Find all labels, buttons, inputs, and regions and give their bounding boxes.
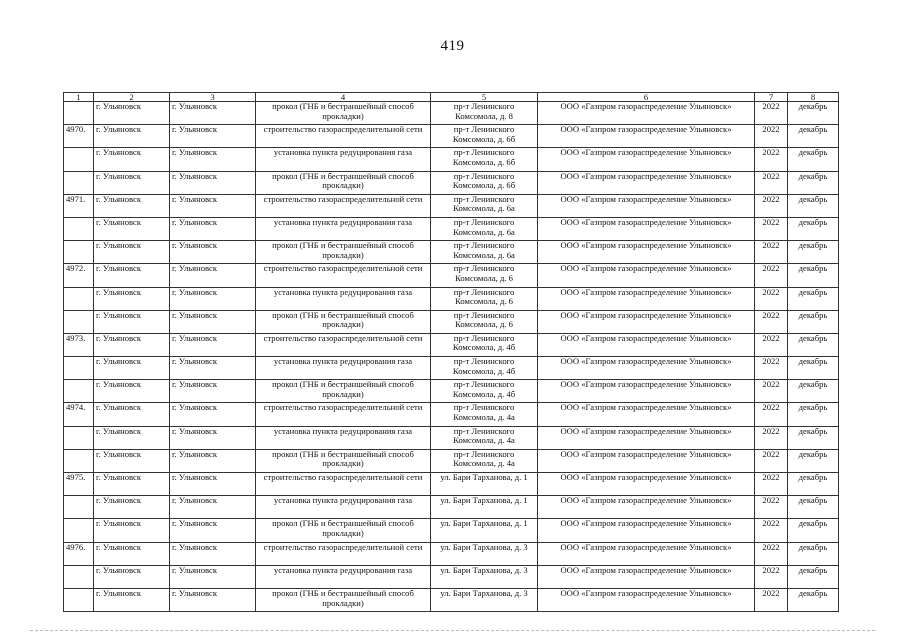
- address-cell: пр-т Ленинского Комсомола, д. 6а: [431, 194, 538, 217]
- address-cell: ул. Бари Тарханова, д. 3: [431, 542, 538, 565]
- table-row: [64, 357, 839, 380]
- table-row: [64, 287, 839, 310]
- table-row: [64, 588, 839, 611]
- organization-cell: ООО «Газпром газораспределение Ульяновск»: [538, 449, 755, 472]
- table-row: [64, 264, 839, 287]
- row-number: [64, 171, 94, 194]
- settlement-cell: г. Ульяновск: [170, 171, 256, 194]
- month-cell: декабрь: [788, 473, 839, 496]
- row-number: [64, 287, 94, 310]
- month-cell: декабрь: [788, 519, 839, 542]
- table-row: [64, 310, 839, 333]
- month-cell: декабрь: [788, 496, 839, 519]
- row-number: [64, 588, 94, 611]
- organization-cell: ООО «Газпром газораспределение Ульяновск»: [538, 264, 755, 287]
- settlement-cell: г. Ульяновск: [170, 449, 256, 472]
- address-cell: пр-т Ленинского Комсомола, д. 4а: [431, 403, 538, 426]
- row-number: [64, 148, 94, 171]
- address-cell: ул. Бари Тарханова, д. 1: [431, 473, 538, 496]
- work-type-cell: установка пункта редуцирования газа: [256, 565, 431, 588]
- organization-cell: ООО «Газпром газораспределение Ульяновск»: [538, 519, 755, 542]
- month-cell: декабрь: [788, 241, 839, 264]
- work-type-cell: прокол (ГНБ и бестраншейный способ прокладки): [256, 380, 431, 403]
- settlement-cell: г. Ульяновск: [170, 357, 256, 380]
- work-type-cell: установка пункта редуцирования газа: [256, 426, 431, 449]
- address-cell: ул. Бари Тарханова, д. 3: [431, 565, 538, 588]
- settlement-cell: г. Ульяновск: [170, 217, 256, 240]
- year-cell: 2022: [755, 449, 788, 472]
- month-cell: декабрь: [788, 426, 839, 449]
- work-type-cell: установка пункта редуцирования газа: [256, 148, 431, 171]
- table-row: [64, 426, 839, 449]
- row-number: [64, 519, 94, 542]
- address-cell: пр-т Ленинского Комсомола, д. 6б: [431, 148, 538, 171]
- month-cell: декабрь: [788, 403, 839, 426]
- month-cell: декабрь: [788, 287, 839, 310]
- organization-cell: ООО «Газпром газораспределение Ульяновск»: [538, 380, 755, 403]
- settlement-cell: г. Ульяновск: [170, 473, 256, 496]
- table-row: [64, 542, 839, 565]
- row-number: 4970.: [64, 125, 94, 148]
- organization-cell: ООО «Газпром газораспределение Ульяновск»: [538, 473, 755, 496]
- year-cell: 2022: [755, 241, 788, 264]
- address-cell: пр-т Ленинского Комсомола, д. 6б: [431, 125, 538, 148]
- year-cell: 2022: [755, 102, 788, 125]
- month-cell: декабрь: [788, 125, 839, 148]
- municipality-cell: г. Ульяновск: [94, 357, 170, 380]
- settlement-cell: г. Ульяновск: [170, 148, 256, 171]
- row-number: 4972.: [64, 264, 94, 287]
- work-type-cell: строительство газораспределительной сети: [256, 194, 431, 217]
- table-row: [64, 102, 839, 125]
- municipality-cell: г. Ульяновск: [94, 380, 170, 403]
- settlement-cell: г. Ульяновск: [170, 310, 256, 333]
- municipality-cell: г. Ульяновск: [94, 217, 170, 240]
- work-type-cell: прокол (ГНБ и бестраншейный способ прокладки): [256, 310, 431, 333]
- municipality-cell: г. Ульяновск: [94, 565, 170, 588]
- address-cell: пр-т Ленинского Комсомола, д. 6а: [431, 217, 538, 240]
- work-type-cell: установка пункта редуцирования газа: [256, 357, 431, 380]
- year-cell: 2022: [755, 542, 788, 565]
- month-cell: декабрь: [788, 588, 839, 611]
- table-row: [64, 148, 839, 171]
- month-cell: декабрь: [788, 357, 839, 380]
- work-type-cell: установка пункта редуцирования газа: [256, 287, 431, 310]
- table-row: [64, 241, 839, 264]
- table-row: [64, 125, 839, 148]
- organization-cell: ООО «Газпром газораспределение Ульяновск»: [538, 125, 755, 148]
- work-type-cell: строительство газораспределительной сети: [256, 125, 431, 148]
- address-cell: пр-т Ленинского Комсомола, д. 4б: [431, 357, 538, 380]
- work-type-cell: строительство газораспределительной сети: [256, 542, 431, 565]
- address-cell: пр-т Ленинского Комсомола, д. 6: [431, 264, 538, 287]
- row-number: [64, 241, 94, 264]
- column-header: 6: [538, 93, 755, 102]
- row-number: [64, 565, 94, 588]
- organization-cell: ООО «Газпром газораспределение Ульяновск»: [538, 588, 755, 611]
- organization-cell: ООО «Газпром газораспределение Ульяновск»: [538, 496, 755, 519]
- municipality-cell: г. Ульяновск: [94, 542, 170, 565]
- address-cell: пр-т Ленинского Комсомола, д. 6а: [431, 241, 538, 264]
- year-cell: 2022: [755, 148, 788, 171]
- address-cell: пр-т Ленинского Комсомола, д. 6: [431, 287, 538, 310]
- row-number: [64, 217, 94, 240]
- column-header: 5: [431, 93, 538, 102]
- work-type-cell: строительство газораспределительной сети: [256, 473, 431, 496]
- row-number: [64, 496, 94, 519]
- municipality-cell: г. Ульяновск: [94, 496, 170, 519]
- work-type-cell: прокол (ГНБ и бестраншейный способ прокладки): [256, 588, 431, 611]
- settlement-cell: г. Ульяновск: [170, 403, 256, 426]
- municipality-cell: г. Ульяновск: [94, 264, 170, 287]
- year-cell: 2022: [755, 519, 788, 542]
- work-type-cell: строительство газораспределительной сети: [256, 264, 431, 287]
- row-number: 4973.: [64, 333, 94, 356]
- column-header: 8: [788, 93, 839, 102]
- row-number: [64, 310, 94, 333]
- page-number: 419: [440, 38, 465, 54]
- row-number: 4974.: [64, 403, 94, 426]
- month-cell: декабрь: [788, 194, 839, 217]
- address-cell: ул. Бари Тарханова, д. 1: [431, 519, 538, 542]
- month-cell: декабрь: [788, 380, 839, 403]
- year-cell: 2022: [755, 357, 788, 380]
- table-row: [64, 333, 839, 356]
- municipality-cell: г. Ульяновск: [94, 310, 170, 333]
- month-cell: декабрь: [788, 148, 839, 171]
- municipality-cell: г. Ульяновск: [94, 102, 170, 125]
- year-cell: 2022: [755, 403, 788, 426]
- table-row: [64, 171, 839, 194]
- work-type-cell: строительство газораспределительной сети: [256, 333, 431, 356]
- row-number: [64, 357, 94, 380]
- address-cell: ул. Бари Тарханова, д. 1: [431, 496, 538, 519]
- municipality-cell: г. Ульяновск: [94, 519, 170, 542]
- address-cell: пр-т Ленинского Комсомола, д. 4б: [431, 380, 538, 403]
- month-cell: декабрь: [788, 542, 839, 565]
- municipality-cell: г. Ульяновск: [94, 171, 170, 194]
- year-cell: 2022: [755, 473, 788, 496]
- organization-cell: ООО «Газпром газораспределение Ульяновск»: [538, 542, 755, 565]
- works-table: [63, 92, 839, 612]
- table-row: [64, 380, 839, 403]
- row-number: [64, 449, 94, 472]
- table-row: [64, 217, 839, 240]
- column-header: 7: [755, 93, 788, 102]
- year-cell: 2022: [755, 588, 788, 611]
- month-cell: декабрь: [788, 310, 839, 333]
- organization-cell: ООО «Газпром газораспределение Ульяновск»: [538, 426, 755, 449]
- address-cell: пр-т Ленинского Комсомола, д. 4б: [431, 333, 538, 356]
- year-cell: 2022: [755, 217, 788, 240]
- month-cell: декабрь: [788, 264, 839, 287]
- municipality-cell: г. Ульяновск: [94, 287, 170, 310]
- table-row: [64, 403, 839, 426]
- work-type-cell: строительство газораспределительной сети: [256, 403, 431, 426]
- organization-cell: ООО «Газпром газораспределение Ульяновск»: [538, 565, 755, 588]
- year-cell: 2022: [755, 194, 788, 217]
- month-cell: декабрь: [788, 217, 839, 240]
- organization-cell: ООО «Газпром газораспределение Ульяновск»: [538, 333, 755, 356]
- settlement-cell: г. Ульяновск: [170, 264, 256, 287]
- table-row: [64, 194, 839, 217]
- year-cell: 2022: [755, 310, 788, 333]
- row-number: [64, 102, 94, 125]
- column-header: 1: [64, 93, 94, 102]
- column-header: 3: [170, 93, 256, 102]
- month-cell: декабрь: [788, 565, 839, 588]
- settlement-cell: г. Ульяновск: [170, 588, 256, 611]
- settlement-cell: г. Ульяновск: [170, 241, 256, 264]
- month-cell: декабрь: [788, 333, 839, 356]
- municipality-cell: г. Ульяновск: [94, 333, 170, 356]
- work-type-cell: прокол (ГНБ и бестраншейный способ прокладки): [256, 449, 431, 472]
- organization-cell: ООО «Газпром газораспределение Ульяновск»: [538, 241, 755, 264]
- address-cell: пр-т Ленинского Комсомола, д. 4а: [431, 426, 538, 449]
- table-row: [64, 496, 839, 519]
- organization-cell: ООО «Газпром газораспределение Ульяновск»: [538, 148, 755, 171]
- work-type-cell: установка пункта редуцирования газа: [256, 217, 431, 240]
- settlement-cell: г. Ульяновск: [170, 565, 256, 588]
- row-number: [64, 380, 94, 403]
- address-cell: ул. Бари Тарханова, д. 3: [431, 588, 538, 611]
- row-number: 4971.: [64, 194, 94, 217]
- year-cell: 2022: [755, 380, 788, 403]
- municipality-cell: г. Ульяновск: [94, 241, 170, 264]
- row-number: 4976.: [64, 542, 94, 565]
- municipality-cell: г. Ульяновск: [94, 449, 170, 472]
- address-cell: пр-т Ленинского Комсомола, д. 6б: [431, 171, 538, 194]
- organization-cell: ООО «Газпром газораспределение Ульяновск»: [538, 357, 755, 380]
- year-cell: 2022: [755, 287, 788, 310]
- municipality-cell: г. Ульяновск: [94, 194, 170, 217]
- settlement-cell: г. Ульяновск: [170, 287, 256, 310]
- year-cell: 2022: [755, 496, 788, 519]
- work-type-cell: прокол (ГНБ и бестраншейный способ прокладки): [256, 171, 431, 194]
- municipality-cell: г. Ульяновск: [94, 148, 170, 171]
- settlement-cell: г. Ульяновск: [170, 380, 256, 403]
- table-row: [64, 565, 839, 588]
- organization-cell: ООО «Газпром газораспределение Ульяновск»: [538, 102, 755, 125]
- year-cell: 2022: [755, 125, 788, 148]
- settlement-cell: г. Ульяновск: [170, 542, 256, 565]
- row-number: [64, 426, 94, 449]
- table-row: [64, 449, 839, 472]
- organization-cell: ООО «Газпром газораспределение Ульяновск»: [538, 287, 755, 310]
- address-cell: пр-т Ленинского Комсомола, д. 6: [431, 310, 538, 333]
- municipality-cell: г. Ульяновск: [94, 125, 170, 148]
- column-number-row: [64, 93, 839, 102]
- address-cell: пр-т Ленинского Комсомола, д. 4а: [431, 449, 538, 472]
- settlement-cell: г. Ульяновск: [170, 125, 256, 148]
- organization-cell: ООО «Газпром газораспределение Ульяновск»: [538, 310, 755, 333]
- month-cell: декабрь: [788, 102, 839, 125]
- table-row: [64, 519, 839, 542]
- municipality-cell: г. Ульяновск: [94, 588, 170, 611]
- column-header: 4: [256, 93, 431, 102]
- organization-cell: ООО «Газпром газораспределение Ульяновск»: [538, 403, 755, 426]
- work-type-cell: прокол (ГНБ и бестраншейный способ прокладки): [256, 519, 431, 542]
- municipality-cell: г. Ульяновск: [94, 426, 170, 449]
- year-cell: 2022: [755, 426, 788, 449]
- settlement-cell: г. Ульяновск: [170, 426, 256, 449]
- row-number: 4975.: [64, 473, 94, 496]
- column-header: 2: [94, 93, 170, 102]
- year-cell: 2022: [755, 171, 788, 194]
- organization-cell: ООО «Газпром газораспределение Ульяновск»: [538, 171, 755, 194]
- municipality-cell: г. Ульяновск: [94, 473, 170, 496]
- settlement-cell: г. Ульяновск: [170, 333, 256, 356]
- year-cell: 2022: [755, 333, 788, 356]
- settlement-cell: г. Ульяновск: [170, 102, 256, 125]
- year-cell: 2022: [755, 264, 788, 287]
- organization-cell: ООО «Газпром газораспределение Ульяновск»: [538, 217, 755, 240]
- work-type-cell: прокол (ГНБ и бестраншейный способ прокладки): [256, 102, 431, 125]
- work-type-cell: установка пункта редуцирования газа: [256, 496, 431, 519]
- settlement-cell: г. Ульяновск: [170, 496, 256, 519]
- organization-cell: ООО «Газпром газораспределение Ульяновск»: [538, 194, 755, 217]
- month-cell: декабрь: [788, 171, 839, 194]
- year-cell: 2022: [755, 565, 788, 588]
- table-row: [64, 473, 839, 496]
- scan-edge-line: [30, 630, 875, 631]
- address-cell: пр-т Ленинского Комсомола, д. 8: [431, 102, 538, 125]
- settlement-cell: г. Ульяновск: [170, 519, 256, 542]
- work-type-cell: прокол (ГНБ и бестраншейный способ прокладки): [256, 241, 431, 264]
- settlement-cell: г. Ульяновск: [170, 194, 256, 217]
- month-cell: декабрь: [788, 449, 839, 472]
- municipality-cell: г. Ульяновск: [94, 403, 170, 426]
